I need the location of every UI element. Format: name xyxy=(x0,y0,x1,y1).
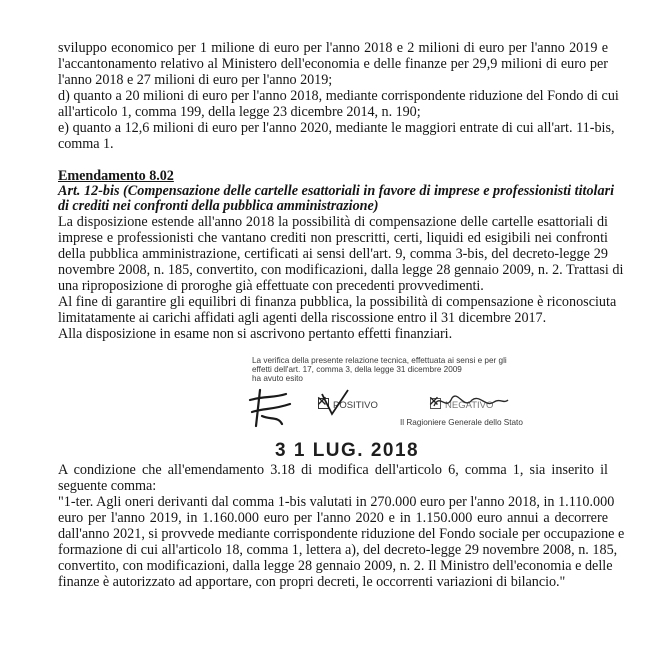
negative-option: ✕ NEGATIVO xyxy=(430,398,493,411)
text-line: sviluppo economico per 1 milione di euro per l'anno 2018 e 2 milioni di euro per l'anno 2019 e xyxy=(58,40,608,56)
condition-line: dall'anno 2021, si provvede mediante corrispondente riduzione del Fondo sociale per occupazione e xyxy=(58,526,625,542)
date-stamp: 3 1 LUG. 2018 xyxy=(275,440,420,461)
article-title-continued: di crediti nei confronti della pubblica amministrazione) xyxy=(58,198,379,214)
condition-line: formazione di cui all'articolo 18, comma 1, lettera a), del decreto-legge 29 novembre 2008, n. 185, xyxy=(58,542,618,558)
text-line: e) quanto a 12,6 milioni di euro per l'anno 2020, mediante le maggiori entrate di cui all'art. 11-bis, xyxy=(58,120,615,136)
body-line: novembre 2008, n. 185, convertito, con modificazioni, dalla legge 28 gennaio 2009, n. 2. Trattasi di xyxy=(58,262,624,278)
stamp-line: La verifica della presente relazione tecnica, effettuata ai sensi e per gli xyxy=(252,356,507,365)
body-line: limitatamente ai carichi affidati agli agenti della riscossione entro il 31 dicembre 2017. xyxy=(58,310,547,326)
text-line: l'anno 2018 e 27 milioni di euro per l'anno 2019; xyxy=(58,72,333,88)
condition-line: finanze è autorizzato ad apportare, con propri decreti, le occorrenti variazioni di bilancio." xyxy=(58,574,566,590)
signature-scribble xyxy=(430,388,510,418)
body-line: imprese e professionisti che vantano crediti non prescritti, certi, liquidi ed esigibili nei confronti xyxy=(58,230,608,246)
body-line: Al fine di garantire gli equilibri di finanza pubblica, la possibilità di compensazione è riconosciuta xyxy=(58,294,617,310)
positive-option: ✕POSITIVO xyxy=(318,398,378,411)
text-line: d) quanto a 20 milioni di euro per l'anno 2018, mediante corrispondente riduzione del Fondo di cui xyxy=(58,88,619,104)
check-mark-handwritten xyxy=(318,388,352,418)
text-line: all'articolo 1, comma 199, della legge 23 dicembre 2014, n. 190; xyxy=(58,104,421,120)
stamp-line: effetti dell'art. 17, comma 3, della legge 31 dicembre 2009 xyxy=(252,365,462,374)
condition-line: A condizione che all'emendamento 3.18 di modifica dell'articolo 6, comma 1, sia inserito il xyxy=(58,462,608,478)
article-title: Art. 12-bis (Compensazione delle cartelle esattoriali in favore di imprese e professionisti titolari xyxy=(58,183,615,199)
condition-line: convertito, con modificazioni, dalla legge 28 gennaio 2009, n. 2. Il Ministro dell'economia e delle xyxy=(58,558,613,574)
body-line: della pubblica amministrazione, certificati ai sensi dell'art. 9, comma 3-bis, del decreto-legge 29 xyxy=(58,246,608,262)
condition-line: seguente comma: xyxy=(58,478,157,494)
amendment-heading: Emendamento 8.02 xyxy=(58,168,174,184)
signatory-label: Il Ragioniere Generale dello Stato xyxy=(400,418,523,427)
condition-line: euro per l'anno 2019, in 1.160.000 euro per l'anno 2020 e in 1.150.000 euro annui a decorrere xyxy=(58,510,608,526)
signature-mark xyxy=(246,386,306,430)
condition-line: "1-ter. Agli oneri derivanti dal comma 1-bis valutati in 270.000 euro per l'anno 2018, in 1.110.000 xyxy=(58,494,615,510)
body-line: La disposizione estende all'anno 2018 la possibilità di compensazione delle cartelle esattoriali di xyxy=(58,214,608,230)
stamp-line: ha avuto esito xyxy=(252,374,303,383)
body-line: una riproposizione di proroghe già effettuate con precedenti provvedimenti. xyxy=(58,278,484,294)
text-line: l'accantonamento relativo al Ministero dell'economia e delle finanze per 29,9 milioni di euro per xyxy=(58,56,608,72)
text-line: comma 1. xyxy=(58,136,114,152)
body-line: Alla disposizione in esame non si ascrivono pertanto effetti finanziari. xyxy=(58,326,453,342)
